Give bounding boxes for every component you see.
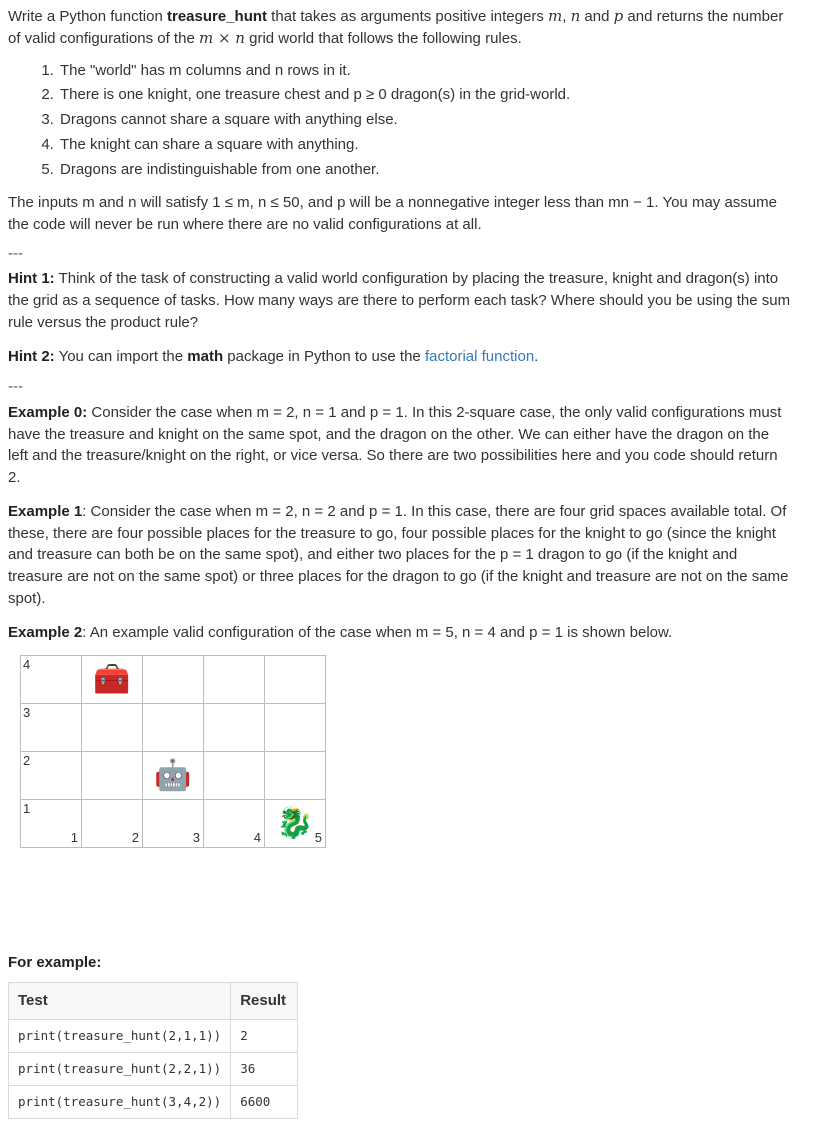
grid-table: [20, 655, 326, 848]
grid-expression: m × n: [198, 28, 245, 47]
grid-cell: [265, 704, 326, 752]
and-1: and: [580, 8, 614, 25]
rules-list: [8, 60, 793, 181]
example-2: [8, 622, 793, 644]
grid-cell: [143, 656, 204, 704]
test-cell: print(treasure_hunt(2,2,1)): [9, 1052, 231, 1085]
row-label: 3: [23, 705, 31, 721]
row-label: 1: [23, 801, 31, 817]
divider-1: ---: [8, 244, 23, 262]
result-cell: 36: [231, 1052, 298, 1085]
grid-cell: [82, 800, 143, 848]
grid-row: [21, 656, 326, 704]
example-1-text: : Consider the case when m = 2, n = 2 and p = 1. In this case, there are four grid spaces available total. Of these, there are four possible places for the treasure to go, four possible places for the knight to go (since the knight and treasure can both be on the same spot), and either two places for the p = 1 dragon to go (if the knight and treasure are not on the same spot) or three places for the dragon to go (if the knight and treasure are not on the same spot).: [8, 502, 789, 607]
dragon-icon: 🐉: [276, 806, 314, 840]
col-label: 1: [70, 830, 78, 846]
rule-item: 4. The knight can share a square with anything.: [58, 134, 793, 156]
intro-text-a: Write a Python function: [8, 8, 167, 25]
var-n: n: [570, 7, 581, 25]
tests-table: [8, 982, 298, 1119]
col-label: 5: [314, 830, 322, 846]
example-1: [8, 501, 793, 610]
grid-cell: [265, 800, 326, 848]
grid-world-figure: [20, 655, 793, 848]
row-label: 4: [23, 657, 31, 673]
rule-item: 1. The "world" has m columns and n rows in it.: [58, 60, 793, 82]
test-column-header: Test: [9, 983, 231, 1020]
grid-row: [21, 752, 326, 800]
table-row: [9, 1052, 298, 1085]
example-1-label: Example 1: [8, 502, 83, 520]
table-header-row: [9, 983, 298, 1020]
grid-cell: [82, 656, 143, 704]
hint-1: [8, 268, 793, 333]
hint-2-text-a: You can import the: [58, 347, 188, 365]
example-0-label: Example 0:: [8, 403, 88, 421]
rule-item: 3. Dragons cannot share a square with anything else.: [58, 109, 793, 131]
grid-cell: [143, 800, 204, 848]
hint-1-text: Think of the task of constructing a valid world configuration by placing the treasure, knight and dragon(s) into the grid as a sequence of tasks. How many ways are there to perform each task? Where should you be using the sum rule versus the product rule?: [8, 270, 791, 331]
result-cell: 2: [231, 1019, 298, 1052]
grid-cell: [21, 752, 82, 800]
example-0: [8, 402, 793, 489]
grid-cell: [21, 656, 82, 704]
result-column-header: Result: [231, 983, 298, 1020]
hint-2-text-c: .: [534, 347, 539, 365]
factorial-function-link[interactable]: factorial function: [424, 347, 535, 365]
figure-spacer: [8, 848, 793, 934]
treasure-chest-icon: 🧰: [93, 662, 131, 696]
col-label: 4: [253, 830, 261, 846]
rule-item: 2. There is one knight, one treasure chest and p ≥ 0 dragon(s) in the grid-world.: [58, 84, 793, 106]
table-row: [9, 1019, 298, 1052]
intro-text-c: and returns the number of valid configurations of the: [8, 8, 784, 47]
grid-cell: [82, 704, 143, 752]
grid-cell: [204, 800, 265, 848]
grid-cell: [143, 752, 204, 800]
grid-row: [21, 704, 326, 752]
example-2-text: : An example valid configuration of the case when m = 5, n = 4 and p = 1 is shown below.: [82, 623, 673, 641]
var-p: p: [613, 7, 624, 25]
intro-text-b: that takes as arguments positive integers: [267, 8, 548, 25]
hint-1-label: Hint 1:: [8, 270, 55, 288]
test-cell: print(treasure_hunt(2,1,1)): [9, 1019, 231, 1052]
col-label: 2: [131, 830, 139, 846]
result-cell: 6600: [231, 1086, 298, 1119]
knight-icon: 🤖: [154, 758, 192, 792]
grid-row: [21, 800, 326, 848]
grid-cell: [204, 656, 265, 704]
col-label: 3: [192, 830, 200, 846]
hint-2: [8, 346, 793, 368]
grid-cell: [204, 752, 265, 800]
example-0-text: Consider the case when m = 2, n = 1 and p = 1. In this 2-square case, the only valid configurations must have the treasure and knight on the same spot, and the dragon on the other. We can either have the dragon on the left and the treasure/knight on the right, or vice versa. So there are two possibilities here and you code should return 2.: [8, 403, 782, 486]
example-2-label: Example 2: [8, 623, 83, 641]
hint-2-package: math: [187, 347, 224, 365]
constraints-paragraph: The inputs m and n will satisfy 1 ≤ m, n ≤ 50, and p will be a nonnegative integer less than mn − 1. You may assume the code will never be run where there are no valid configurations at all.: [8, 194, 777, 233]
hint-2-label: Hint 2:: [8, 347, 55, 365]
grid-cell: [204, 704, 265, 752]
grid-cell: [265, 656, 326, 704]
comma-1: ,: [562, 8, 571, 25]
grid-cell: [143, 704, 204, 752]
grid-cell: [21, 800, 82, 848]
divider-2: ---: [8, 378, 23, 396]
test-cell: print(treasure_hunt(3,4,2)): [9, 1086, 231, 1119]
grid-cell: [21, 704, 82, 752]
rule-item: 5. Dragons are indistinguishable from one another.: [58, 159, 793, 181]
table-row: [9, 1086, 298, 1119]
for-example-label: For example:: [8, 954, 102, 972]
grid-cell: [82, 752, 143, 800]
function-name: treasure_hunt: [166, 8, 268, 25]
intro-paragraph: [8, 6, 793, 50]
intro-text-d: grid world that follows the following rules.: [244, 29, 522, 47]
var-m: m: [548, 7, 563, 25]
hint-2-text-b: package in Python to use the: [223, 347, 425, 365]
grid-cell: [265, 752, 326, 800]
row-label: 2: [23, 753, 31, 769]
